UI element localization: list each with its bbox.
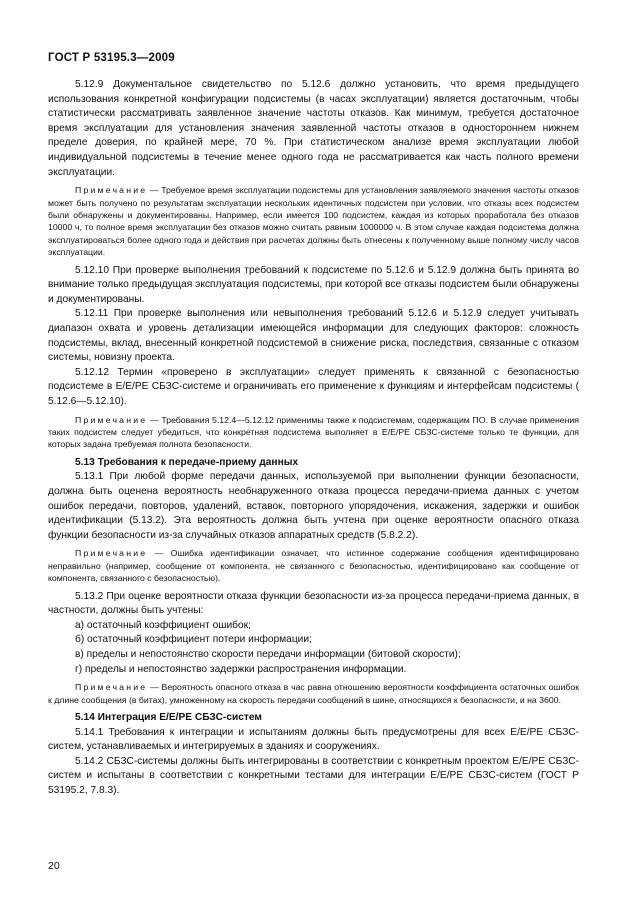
note-label: Примечание	[75, 185, 148, 196]
paragraph-5-13-1: 5.13.1 При любой форме передачи данных, используемой при выполнении функции безопасности, должна быть оценена вероятность необнаруженного отказа процесса передачи-приема данных с учетом ошибок передачи, повторов, удалений, вставок, повторного упорядочения, искажения, задержки и ошибок идентификации (5.13.2). Эта вероятность должна быть учтена при оценке вероятности опасного отказа функции безопасности из-за случайных отказов аппаратных средств (5.8.2.2).	[48, 471, 579, 541]
section-heading-5-13: 5.13 Требования к передаче-приему данных	[75, 456, 299, 468]
page-number: 20	[48, 860, 60, 872]
note-2	[48, 414, 579, 451]
list-item-d: г) пределы и непостоянство задержки распространения информации.	[75, 663, 407, 675]
note-text: — Ошибка идентификации означает, что истинное содержание сообщения идентифицировано неправильно (например, сообщение от компонента, не связанного с безопасностью, идентифицировано как сообщение от компонента, связанного с безопасностью).	[48, 548, 579, 584]
paragraph-5-12-9: 5.12.9 Документальное свидетельство по 5.12.6 должно установить, что время предыдущего использования конкретной конфигурации подсистемы (в часах эксплуатации) является достаточным, чтобы статистически рассматривать заявленное значение частоты отказов. Как минимум, требуется достаточное время эксплуатации для установления значения заявленной частоты отказов в одностороннем нижнем пределе доверия, по крайней мере, 70 %. При статистическом анализе время эксплуатации любой индивидуальной подсистемы в течение менее одного года не рассматривается как часть полного времени эксплуатации.	[48, 79, 579, 178]
note-text: — Требуемое время эксплуатации подсистемы для установления заявляемого значения частоты отказов может быть получено по результатам эксплуатации нескольких идентичных подсистем при условии, что отказы всех подсистем были обнаружены и документированы. Например, если имеется 100 подсистем, каждая из которых проработала без отказов 10000 ч, то полное время эксплуатации без отказов можно считать равным 1000000 ч. В этом случае каждая подсистема должна эксплуатироваться более одного года и действия при расчетах должны быть отнесены к полученному выше полному числу часов эксплуатации.	[48, 185, 579, 258]
list-item-c: в) пределы и непостоянство скорости передачи информации (битовой скорости);	[75, 648, 461, 660]
paragraph-5-14-1: 5.14.1 Требования к интеграции и испытаниям должны быть предусмотрены для всех Е/Е/РЕ СБЗС-систем, устанавливаемых и интегрируемых в зданиях и сооружениях.	[48, 726, 579, 753]
note-text: — Требования 5.12.4—5.12.12 применимы также к подсистемам, содержащим ПО. В случае применения таких подсистем следует убедиться, что конкретная подсистема выполняет в Е/Е/РЕ СБЗС-системе только те функции, для которых задана требуемая полнота безопасности.	[48, 414, 579, 450]
note-label: Примечание	[75, 682, 148, 693]
note-label: Примечание	[75, 548, 148, 559]
note-3	[48, 547, 579, 584]
note-4	[48, 681, 579, 706]
paragraph-5-14-2: 5.14.2 СБЗС-системы должны быть интегрированы в соответствии с конкретным проектом Е/Е/РЕ СБЗС-систем и испытаны в соответствии с конкретными тестами для интеграции Е/Е/РЕ СБЗС-систем (ГОСТ Р 53195.2, 7.8.3).	[48, 755, 579, 796]
note-label: Примечание	[75, 414, 148, 425]
section-heading-5-14: 5.14 Интеграция Е/Е/РЕ СБЗС-систем	[75, 711, 262, 723]
paragraph-5-13-2: 5.13.2 При оценке вероятности отказа функции безопасности из-за процесса передачи-приема данных, в частности, должны быть учтены:	[48, 590, 579, 617]
paragraph-5-12-12: 5.12.12 Термин «проверено в эксплуатации» следует применять к связанной с безопасностью подсистеме в Е/Е/РЕ СБЗС-системе и ограничивать его применение к функциям и интерфейсам подсистемы ( 5.12.6—5.12.10).	[48, 366, 579, 407]
document-header: ГОСТ Р 53195.3—2009	[48, 52, 175, 64]
paragraph-5-12-11: 5.12.11 При проверке выполнения или невыполнения требований 5.12.6 и 5.12.9 следует учитывать диапазон охвата и уровень детализации имеющейся информации для следующих факторов: сложность подсистемы, вклад, внесенный конкретной подсистемой в снижение риска, последствия, связанные с отказом системы, новизну проекта.	[48, 308, 579, 364]
page-body	[48, 78, 579, 798]
note-text: — Вероятность опасного отказа в час равна отношению вероятности коэффициента остаточных ошибок к длине сообщения (в битах), умноженному на скорость передачи сообщений в шине, относящихся к безопасности, и на 3600.	[48, 682, 579, 705]
note-1	[48, 184, 579, 258]
list-item-a: а) остаточный коэффициент ошибок;	[75, 619, 251, 631]
paragraph-5-12-10: 5.12.10 При проверке выполнения требований к подсистеме по 5.12.6 и 5.12.9 должна быть принята во внимание только предыдущая эксплуатация подсистемы, при которой все отказы подсистем были обнаружены и документированы.	[48, 264, 579, 305]
list-item-b: б) остаточный коэффициент потери информации;	[75, 634, 312, 646]
